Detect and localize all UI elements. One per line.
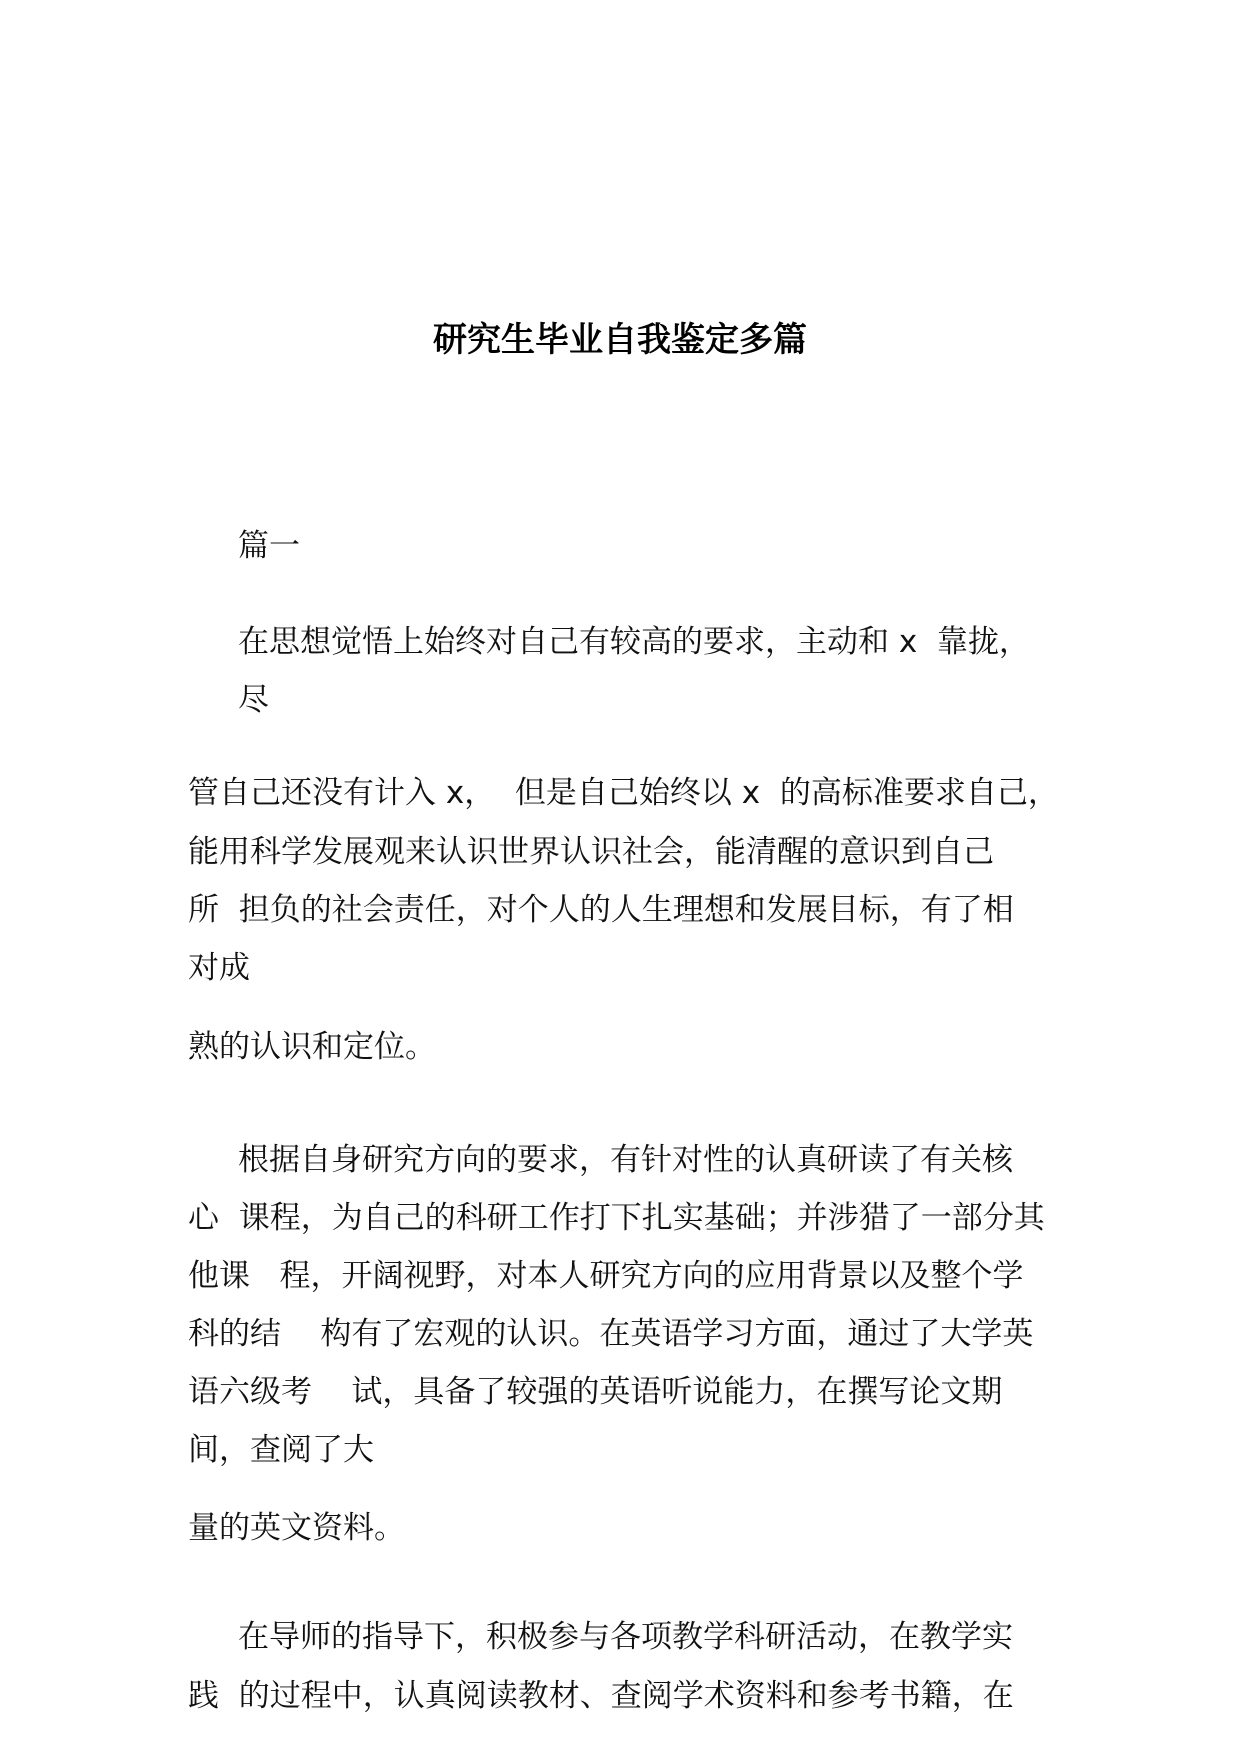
paragraph-line: 尽: [238, 682, 269, 718]
paragraph-line: 他课 程，开阔视野，对本人研究方向的应用背景以及整个学: [188, 1258, 1024, 1294]
paragraph-line: 间，查阅了大: [188, 1432, 374, 1468]
document-title: 研究生毕业自我鉴定多篇: [433, 320, 807, 360]
paragraph-line: 对成: [188, 950, 250, 986]
paragraph-line: 语六级考 试，具备了较强的英语听说能力，在撰写论文期: [188, 1374, 1003, 1410]
paragraph-line: 量的英文资料。: [188, 1510, 405, 1546]
paragraph-line: 科的结 构有了宏观的认识。在英语学习方面，通过了大学英: [188, 1316, 1034, 1352]
paragraph-line: 根据自身研究方向的要求，有针对性的认真研读了有关核: [238, 1142, 1013, 1178]
paragraph-line: 在思想觉悟上始终对自己有较高的要求，主动和 x 靠拢，: [238, 624, 1030, 660]
section-heading: 篇一: [238, 528, 300, 564]
paragraph-line: 践 的过程中，认真阅读教材、查阅学术资料和参考书籍，在: [188, 1678, 1014, 1714]
paragraph-line: 心 课程，为自己的科研工作打下扎实基础；并涉猎了一部分其: [188, 1200, 1045, 1236]
paragraph-line: 在导师的指导下，积极参与各项教学科研活动，在教学实: [238, 1619, 1013, 1655]
paragraph-line: 熟的认识和定位。: [188, 1029, 436, 1065]
paragraph-line: 能用科学发展观来认识世界认识社会，能清醒的意识到自己: [188, 834, 994, 870]
paragraph-line: 管自己还没有计入 x， 但是自己始终以 x 的高标准要求自己，: [188, 775, 1059, 811]
paragraph-line: 所 担负的社会责任，对个人的人生理想和发展目标，有了相: [188, 892, 1014, 928]
